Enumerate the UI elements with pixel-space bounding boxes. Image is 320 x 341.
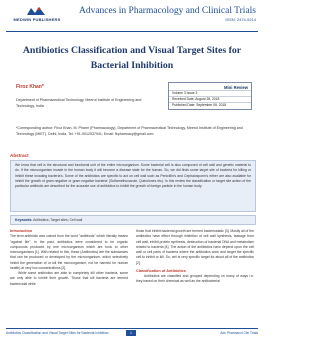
body-paragraph: those that inhibit bacterial growth are termed bacteriostatic [3]. Mostly all of the antibiotics have effect through inhibition of cell wall synthesis, leakage from cell wall, inhibit protein synthesis, destruction of bacterial DNA and metabolism related to bacteria [4]. The action of the antibiotics have depend upon the cell wall or cell parts of bacteria where the antibiotics work and target the specific cell to inhibit or kill. So, cell is very specific target for about all of the antibiotics [2]. bbox=[136, 229, 254, 265]
body-paragraph: While some antibiotics are able to completely kill other bacteria, some are only able to inhibit their growth. Those that kill bacteria are termed bactericidal while bbox=[10, 271, 128, 286]
review-type: Mini Review bbox=[224, 85, 248, 90]
page-header bbox=[0, 0, 264, 30]
introduction-heading: Introduction bbox=[10, 229, 33, 233]
page-footer bbox=[6, 328, 258, 337]
footer-journal: Adv Pharmacol Clin Trials bbox=[220, 331, 258, 335]
keywords-text: Antibiotics; Target sites; Cell wall bbox=[33, 218, 83, 222]
publisher-name: MEDWIN PUBLISHERS bbox=[13, 17, 61, 22]
footer-divider bbox=[6, 328, 258, 329]
abstract-box bbox=[10, 160, 256, 212]
author-affiliation: Department of Pharmaceutical Technology, Meerut Institute of Engineering and Technology, India bbox=[16, 98, 142, 108]
keywords-box bbox=[10, 215, 256, 225]
body-column-left bbox=[10, 229, 128, 287]
classification-heading: Classification of Antibiotics bbox=[136, 268, 186, 273]
keywords-label: Keywords: bbox=[15, 218, 33, 222]
abstract-text: We know that cell is the structural and functional unit of the entire microorganism. Some bacterial cell is also composed of cell wall and genetic material to do. If the microorganism invade in the human body it will become a disease state for the human. So, we did finds some target site of bacteria for killing or inhibit these invading bacteria's. Some of the antibiotics are specific to act on cell wall such as Penicillin's and Cephalosporin's either are also available for inhibit the growth of gram negative or gram negative bacteria' (Sulfamethoxazole, Quinolones etc). In this review the classification or target site action of the particular antibiotic are described for the accurate use of antibiotics to inhibit the growth of foreign particle in the human body. bbox=[15, 163, 251, 189]
page-number: 1 bbox=[126, 330, 136, 336]
journal-title[interactable]: Advances in Pharmacology and Clinical Trials bbox=[78, 6, 256, 16]
corresponding-author: *Corresponding author: Firoz Khan, M. Pharm (Pharmacology), Department of Pharmaceutical Technology, Meerut Institute of Engineering and Technology (MIET), Delhi, India, Tel: +91-9012537941; Email: fkpharmacy@gmail.com bbox=[16, 126, 243, 136]
header-divider bbox=[6, 31, 258, 32]
body-paragraph: Antibiotics are classified and grouped depending on many of ways i.e. they based on their chemical as well as the antibacterial bbox=[136, 274, 254, 284]
article-title: Antibiotics Classification and Visual Target Sites for Bacterial Inhibition bbox=[22, 45, 242, 71]
review-info-box bbox=[168, 82, 252, 110]
body-paragraph: The term antibiotic was coined from the word "antibiosis" which literally means "against life". In the past, antibiotics were considered to be organic compounds produced by one microorganism which are toxic to other microorganisms [1]. With related to this, these (Antibiotics) are the substances that can be produced or developed by the microorganism, which selectively inhibit the generation of or kill the microorganism, not be harmful for human health) at very low concentrations [2]. bbox=[10, 234, 128, 270]
journal-heading bbox=[79, 6, 256, 23]
article-author: Firoz Khan* bbox=[16, 84, 44, 90]
footer-article-title: Antibiotics Classification and Visual Target Sites for Bacterial Inhibition bbox=[6, 331, 109, 335]
journal-issn: ISSN: 2474-9214 bbox=[225, 17, 256, 22]
body-column-right bbox=[136, 229, 254, 285]
logo-mark-icon bbox=[26, 6, 46, 16]
abstract-heading: Abstract bbox=[10, 153, 29, 158]
received-date: Received Date: August 28, 2018 bbox=[169, 96, 251, 102]
volume-info: Volume 3 Issue 3 bbox=[169, 90, 251, 96]
published-date: Published Date: September 06, 2018 bbox=[169, 102, 251, 108]
publisher-logo bbox=[6, 6, 68, 26]
